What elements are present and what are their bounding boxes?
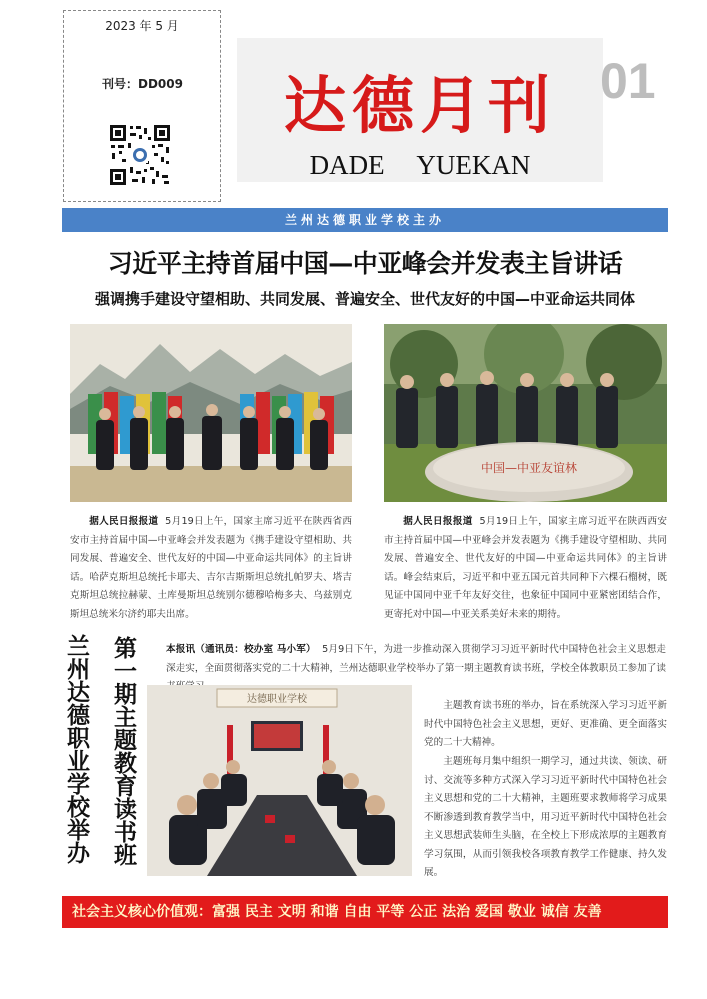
story-paragraph-3: 主题班每月集中组织一期学习，通过共读、领读、研讨、交流等多种方式深入学习习近平新时代中国特色社会主义思想和党的二十大精神，主题班要求教师将学习成果不断渗透到教育教学当中，用习近平新时代中国特色社会主义思想武装师生头脑，在全校上下形成浓厚的主题教育学习氛围，从而引领我校各项教育教学工作健康、持久发展。 (424, 756, 667, 878)
stone-inscription: 中国—中亚友谊林 (480, 461, 578, 475)
left-caption-text: 5月19日上午，国家主席习近平在陕西省西安市主持首届中国—中亚峰会并发表题为《携手建设守望相助、共同发展、普遍安全、世代友好的中国—中亚命运共同体》的主旨讲话。哈萨克斯坦总统托卡耶夫、吉尔吉斯斯坦总统扎帕罗夫、塔吉克斯坦总统拉赫蒙、土库曼斯坦总统别尔德穆哈梅多夫、乌兹别克斯坦总统米尔济约耶夫出席。 (70, 516, 353, 620)
issue-date: 2023 年 5 月 (105, 19, 179, 33)
right-caption (384, 513, 667, 624)
story-paragraph-1: 本报讯（通讯员：校办室 马小军） 5月9日下午，为进一步推动深入贯彻学习习近平新时代中国特色社会主义思想走深走实，全面贯彻落实党的二十大精神，兰州达德职业学校举办了第一期主题教育读书班，学校全体教职员工参加了读 (166, 644, 666, 674)
story-paragraph-2: 主题教育读书班的举办，旨在系统深入学习习近平新时代中国特色社会主义思想，更好、更准确、更全面落实党的二十大精神。 (424, 700, 667, 748)
classroom-image (147, 685, 412, 876)
summit-stage-image (70, 324, 352, 502)
left-caption-source: 据人民日报报道 (89, 516, 159, 527)
publisher-band: 兰州达德职业学校主办 (62, 208, 668, 232)
masthead (237, 38, 603, 182)
qr-code-icon[interactable] (108, 123, 172, 187)
left-caption (70, 513, 352, 624)
right-caption-source: 据人民日报报道 (403, 516, 473, 527)
lead-subheadline: 强调携手建设守望相助、共同发展、普遍安全、世代友好的中国—中亚命运共同体 (94, 290, 635, 308)
wall-plaque: 达德职业学校 (247, 694, 307, 705)
friendship-forest-image (384, 324, 667, 502)
core-values-banner: 社会主义核心价值观：富强 民主 文明 和谐 自由 平等 公正 法治 爱国 敬业 诚信 友善 (62, 896, 668, 928)
summit-photo-left (70, 324, 352, 502)
masthead-pinyin: DADE YUEKAN (309, 150, 531, 180)
story-vertical-title-school: 兰州达德职业学校举办 (63, 634, 90, 864)
issue-info-box (63, 10, 221, 202)
reading-class-photo (147, 685, 412, 876)
lead-headline: 习近平主持首届中国—中亚峰会并发表主旨讲话 (107, 249, 623, 278)
summit-photo-right (384, 324, 667, 502)
masthead-title: 达德月刊 (283, 69, 556, 142)
story-vertical-title-class: 第一期主题教育读书班 (110, 636, 137, 866)
issue-code: 刊号：DD009 (102, 77, 183, 91)
issue-number: 01 (600, 53, 656, 109)
story-source: 本报讯（通讯员：校办室 马小军） (166, 644, 316, 655)
right-caption-text: 5月19日上午，国家主席习近平在陕西西安市主持首届中国—中亚峰会并发表题为《携手建设守望相助、共同发展、普遍安全、世代友好的中国—中亚命运共同体》的主旨讲话。峰会结束后，习近平和中亚五国元首共同种下六棵石榴树，既见证中国同中亚千年友好交往，也象征中国同中亚紧密团结合作，更寄托对中国—中亚关系美好未来的期待。 (384, 516, 667, 620)
